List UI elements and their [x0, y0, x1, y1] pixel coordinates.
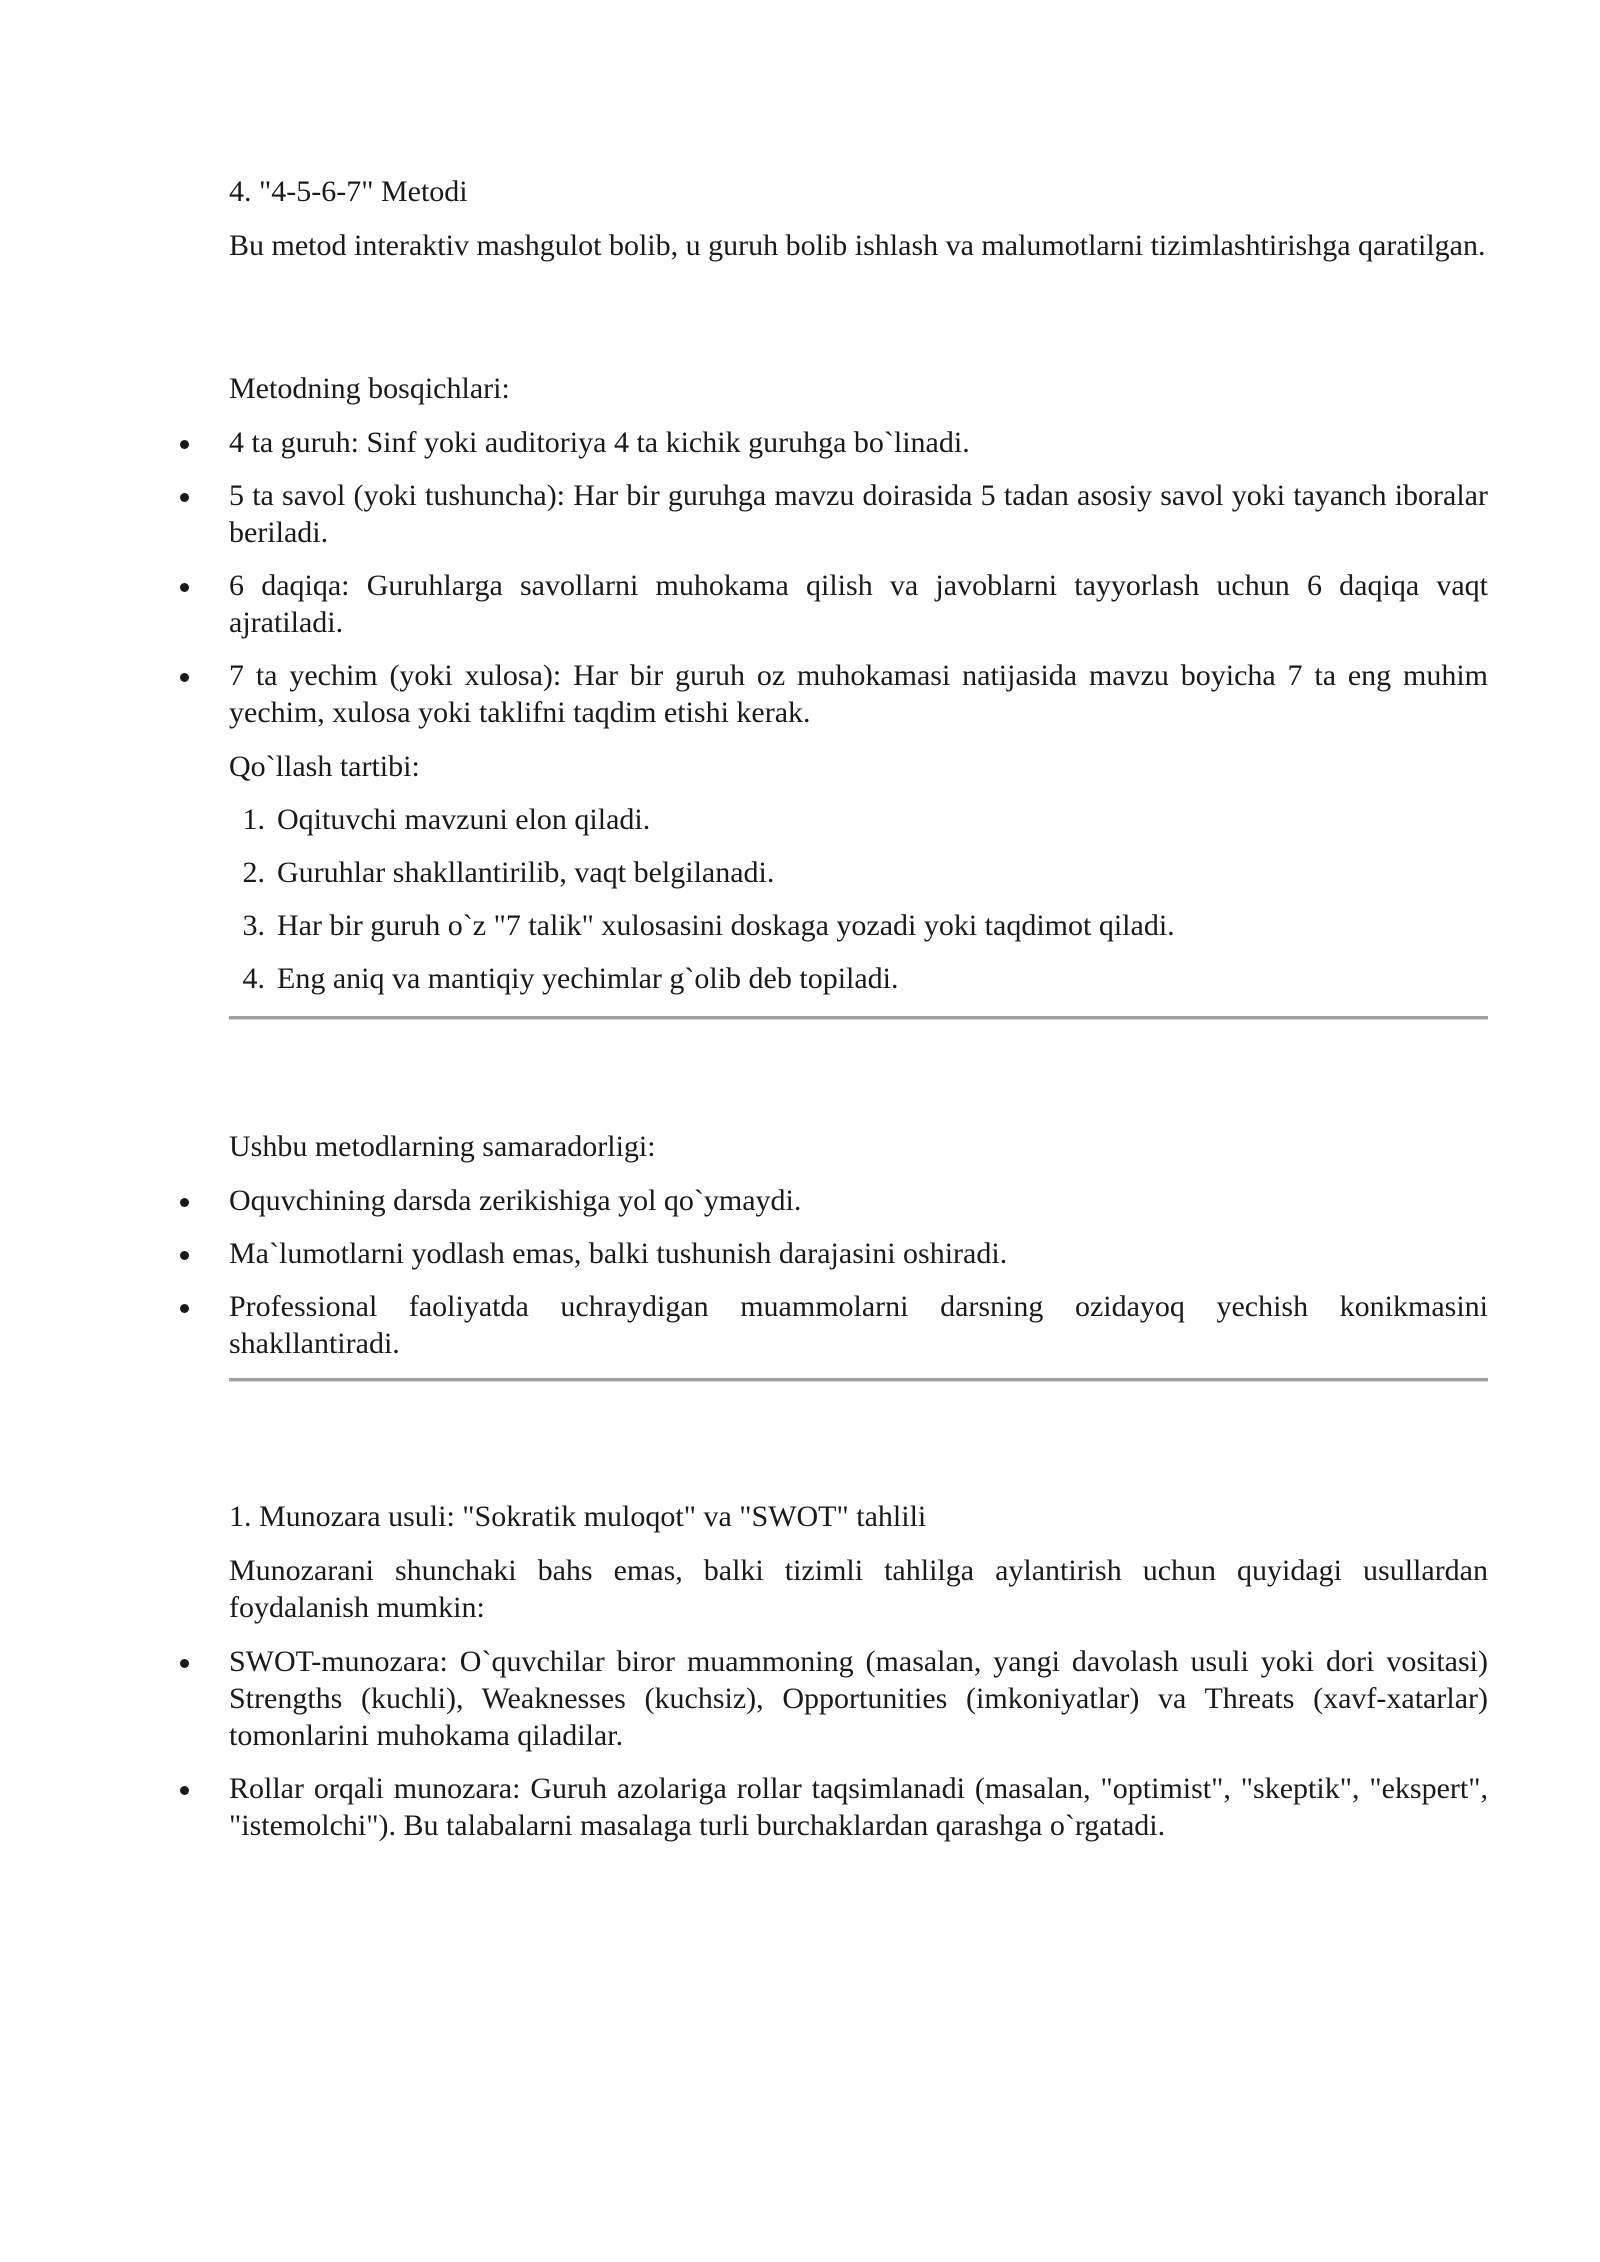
section-heading: 1. Munozara usuli: "Sokratik muloqot" va "SWOT" tahlili — [229, 1500, 927, 1533]
list-text: Oqituvchi mavzuni elon qiladi. — [277, 803, 651, 836]
list-text: Eng aniq va mantiqiy yechimlar g`olib deb topiladi. — [277, 962, 899, 995]
list-item: 4 ta guruh: Sinf yoki auditoriya 4 ta kichik guruhga bo`linadi. — [229, 424, 1488, 461]
list-number: 2. — [242, 856, 265, 889]
effectiveness-list — [229, 1182, 1488, 1378]
list-item: Rollar orqali munozara: Guruh azolariga rollar taqsimlanadi (masalan, "optimist", "skeptik", "ekspert", "istemolchi"). Bu talabalarni masalaga turli burchaklardan qarashga o`rgatadi. — [229, 1772, 1488, 1842]
list-number: 1. — [242, 803, 265, 836]
discussion-list — [229, 1643, 1488, 1860]
horizontal-divider — [229, 1016, 1488, 1020]
stages-label: Metodning bosqichlari: — [229, 372, 510, 405]
section-heading: 4. "4-5-6-7" Metodi — [229, 175, 468, 208]
list-item: 7 ta yechim (yoki xulosa): Har bir guruh oz muhokamasi natijasida mavzu boyicha 7 ta eng muhim yechim, xulosa yoki taklifni taqdim etishi kerak. — [229, 659, 1488, 729]
list-item: 6 daqiqa: Guruhlarga savollarni muhokama qilish va javoblarni tayyorlash uchun 6 daqiqa vaqt ajratiladi. — [229, 569, 1488, 639]
procedure-list — [242, 801, 1377, 1013]
list-item: Professional faoliyatda uchraydigan muammolarni darsning ozidayoq yechish konikmasini shakllantiradi. — [229, 1290, 1488, 1360]
list-item: SWOT-munozara: O`quvchilar biror muammoning (masalan, yangi davolash usuli yoki dori vositasi) Strengths (kuchli), Weaknesses (kuchsiz), Opportunities (imkoniyatlar) va Threats (xavf-xatarlar) tomonlarini muhokama qiladilar. — [229, 1645, 1488, 1752]
section-intro: Bu metod interaktiv mashgulot bolib, u guruh bolib ishlash va malumotlarni tizimlashtirishga qaratilgan. — [229, 229, 1486, 262]
list-number: 3. — [242, 909, 265, 942]
list-item: 5 ta savol (yoki tushuncha): Har bir guruhga mavzu doirasida 5 tadan asosiy savol yoki tayanch iboralar beriladi. — [229, 479, 1488, 549]
list-item: Oquvchining darsda zerikishiga yol qo`ymaydi. — [229, 1182, 1488, 1219]
list-number: 4. — [242, 962, 265, 995]
procedure-label: Qo`llash tartibi: — [229, 750, 420, 783]
list-item — [242, 960, 1377, 997]
effectiveness-label: Ushbu metodlarning samaradorligi: — [229, 1130, 656, 1163]
list-text: Guruhlar shakllantirilib, vaqt belgilanadi. — [277, 856, 775, 889]
stages-list — [229, 424, 1488, 747]
list-item — [242, 854, 1377, 891]
section-intro: Munozarani shunchaki bahs emas, balki tizimli tahlilga aylantirish uchun quyidagi usullardan foydalanish mumkin: — [229, 1554, 1488, 1624]
list-item — [242, 907, 1377, 944]
list-item — [242, 801, 1377, 838]
list-text: Har bir guruh o`z "7 talik" xulosasini doskaga yozadi yoki taqdimot qiladi. — [277, 909, 1175, 942]
list-item: Ma`lumotlarni yodlash emas, balki tushunish darajasini oshiradi. — [229, 1235, 1488, 1272]
horizontal-divider — [229, 1378, 1488, 1382]
